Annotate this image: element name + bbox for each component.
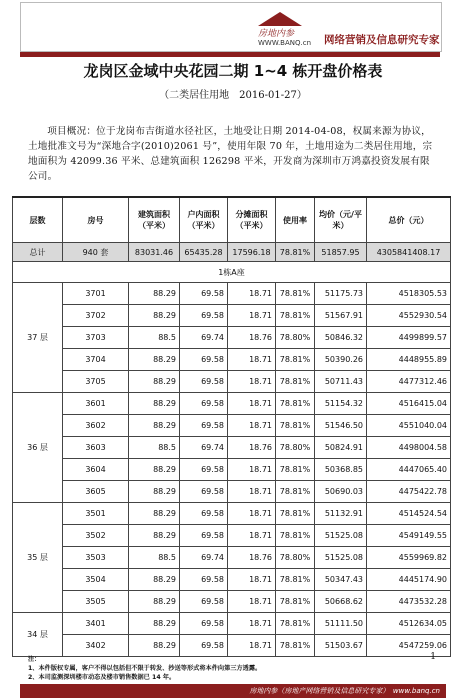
inner-area: 69.58 xyxy=(180,305,228,327)
section-row xyxy=(13,262,451,283)
table-row xyxy=(13,305,451,327)
room-number: 3604 xyxy=(63,459,129,481)
build-area: 88.29 xyxy=(129,569,180,591)
total-avg-price: 51857.95 xyxy=(315,243,367,262)
shared-area: 18.71 xyxy=(228,613,276,635)
total-total-price: 4305841408.17 xyxy=(367,243,451,262)
inner-area: 69.74 xyxy=(180,327,228,349)
build-area: 88.29 xyxy=(129,503,180,525)
room-number: 3505 xyxy=(63,591,129,613)
build-area: 88.29 xyxy=(129,305,180,327)
usage-ratio: 78.81% xyxy=(276,503,315,525)
room-number: 3504 xyxy=(63,569,129,591)
floor-label: 37 层 xyxy=(13,283,63,393)
notes-label: 注： xyxy=(28,656,41,663)
room-number: 3601 xyxy=(63,393,129,415)
column-header: 层数 xyxy=(13,197,63,243)
column-header: 总价（元） xyxy=(367,197,451,243)
total-price: 4559969.82 xyxy=(367,547,451,569)
shared-area: 18.71 xyxy=(228,371,276,393)
column-header: 均价（元/平米） xyxy=(315,197,367,243)
build-area: 88.29 xyxy=(129,613,180,635)
floor-label: 36 层 xyxy=(13,393,63,503)
inner-area: 69.58 xyxy=(180,569,228,591)
inner-area: 69.58 xyxy=(180,591,228,613)
usage-ratio: 78.81% xyxy=(276,305,315,327)
total-ratio: 78.81% xyxy=(276,243,315,262)
usage-ratio: 78.80% xyxy=(276,547,315,569)
usage-ratio: 78.81% xyxy=(276,569,315,591)
usage-ratio: 78.81% xyxy=(276,613,315,635)
column-header: 分摊面积（平米） xyxy=(228,197,276,243)
page-header xyxy=(0,0,466,58)
total-price: 4512634.05 xyxy=(367,613,451,635)
usage-ratio: 78.81% xyxy=(276,371,315,393)
footer-bar xyxy=(20,684,446,698)
shared-area: 18.71 xyxy=(228,459,276,481)
shared-area: 18.71 xyxy=(228,349,276,371)
page-subtitle: （二类居住用地 2016-01-27） xyxy=(159,90,307,101)
table-row xyxy=(13,349,451,371)
avg-price: 50668.62 xyxy=(315,591,367,613)
usage-ratio: 78.81% xyxy=(276,459,315,481)
avg-price: 51546.50 xyxy=(315,415,367,437)
shared-area: 18.76 xyxy=(228,547,276,569)
room-number: 3704 xyxy=(63,349,129,371)
total-price: 4552930.54 xyxy=(367,305,451,327)
build-area: 88.29 xyxy=(129,635,180,657)
total-price: 4477312.46 xyxy=(367,371,451,393)
inner-area: 69.58 xyxy=(180,349,228,371)
total-label: 总计 xyxy=(13,243,63,262)
inner-area: 69.58 xyxy=(180,371,228,393)
build-area: 88.29 xyxy=(129,591,180,613)
total-price: 4516415.04 xyxy=(367,393,451,415)
avg-price: 51154.32 xyxy=(315,393,367,415)
total-build-area: 83031.46 xyxy=(129,243,180,262)
header-rule xyxy=(20,52,440,57)
build-area: 88.5 xyxy=(129,437,180,459)
shared-area: 18.71 xyxy=(228,415,276,437)
floor-label: 34 层 xyxy=(13,613,63,657)
inner-area: 69.58 xyxy=(180,459,228,481)
inner-area: 69.74 xyxy=(180,547,228,569)
usage-ratio: 78.81% xyxy=(276,525,315,547)
room-number: 3401 xyxy=(63,613,129,635)
shared-area: 18.71 xyxy=(228,305,276,327)
avg-price: 50368.85 xyxy=(315,459,367,481)
column-header: 使用率 xyxy=(276,197,315,243)
usage-ratio: 78.81% xyxy=(276,481,315,503)
house-roof-icon xyxy=(258,12,302,26)
brand-logo xyxy=(252,10,322,46)
column-header: 建筑面积（平米） xyxy=(129,197,180,243)
table-row xyxy=(13,371,451,393)
inner-area: 69.58 xyxy=(180,635,228,657)
usage-ratio: 78.81% xyxy=(276,635,315,657)
total-price: 4447065.40 xyxy=(367,459,451,481)
avg-price: 50390.26 xyxy=(315,349,367,371)
avg-price: 51503.67 xyxy=(315,635,367,657)
room-number: 3502 xyxy=(63,525,129,547)
usage-ratio: 78.81% xyxy=(276,415,315,437)
usage-ratio: 78.80% xyxy=(276,327,315,349)
shared-area: 18.71 xyxy=(228,569,276,591)
brand-slogan: 网络营销及信息研究专家 xyxy=(324,34,440,46)
shared-area: 18.71 xyxy=(228,591,276,613)
room-number: 3402 xyxy=(63,635,129,657)
total-price: 4499899.57 xyxy=(367,327,451,349)
section-label: 1栋A座 xyxy=(13,262,451,283)
build-area: 88.5 xyxy=(129,547,180,569)
total-inner-area: 65435.28 xyxy=(180,243,228,262)
table-header-row xyxy=(13,197,451,243)
room-number: 3603 xyxy=(63,437,129,459)
room-number: 3501 xyxy=(63,503,129,525)
footer-text: 房地内参（房地产网络营销及信息研究专家） www.banq.cn xyxy=(249,687,440,695)
table-row xyxy=(13,327,451,349)
inner-area: 69.58 xyxy=(180,393,228,415)
inner-area: 69.58 xyxy=(180,481,228,503)
total-price: 4473532.28 xyxy=(367,591,451,613)
inner-area: 69.58 xyxy=(180,415,228,437)
build-area: 88.29 xyxy=(129,459,180,481)
usage-ratio: 78.81% xyxy=(276,349,315,371)
floor-label: 35 层 xyxy=(13,503,63,613)
total-price: 4547259.06 xyxy=(367,635,451,657)
avg-price: 50347.43 xyxy=(315,569,367,591)
total-price: 4448955.89 xyxy=(367,349,451,371)
avg-price: 50711.43 xyxy=(315,371,367,393)
shared-area: 18.71 xyxy=(228,393,276,415)
avg-price: 51132.91 xyxy=(315,503,367,525)
build-area: 88.29 xyxy=(129,349,180,371)
build-area: 88.29 xyxy=(129,371,180,393)
usage-ratio: 78.81% xyxy=(276,393,315,415)
table-row xyxy=(13,525,451,547)
build-area: 88.29 xyxy=(129,481,180,503)
inner-area: 69.58 xyxy=(180,503,228,525)
column-header: 户内面积（平米） xyxy=(180,197,228,243)
room-number: 3503 xyxy=(63,547,129,569)
inner-area: 69.58 xyxy=(180,283,228,305)
shared-area: 18.71 xyxy=(228,481,276,503)
table-row xyxy=(13,437,451,459)
total-row xyxy=(13,243,451,262)
build-area: 88.5 xyxy=(129,327,180,349)
avg-price: 51567.91 xyxy=(315,305,367,327)
total-price: 4518305.53 xyxy=(367,283,451,305)
room-number: 3602 xyxy=(63,415,129,437)
table-row xyxy=(13,613,451,635)
shared-area: 18.71 xyxy=(228,525,276,547)
table-row xyxy=(13,569,451,591)
table-row xyxy=(13,591,451,613)
table-row xyxy=(13,503,451,525)
shared-area: 18.71 xyxy=(228,635,276,657)
note-item-2: 2、本司监测深圳楼市动态及楼市销售数据已 14 年。 xyxy=(28,674,176,681)
project-overview: 项目概况：位于龙岗布吉街道水径社区，土地受让日期 2014-04-08，权属来源为协议，土地批准文号为“深地合字(2010)2061 号”，使用年限 70 年，土地用途为二类居住用地，宗地面积为 42099.36 平米、总建筑面积 126298 平米，开发商为深圳市万鸿嘉投资发展有限公司。 xyxy=(28,126,433,182)
avg-price: 51525.08 xyxy=(315,525,367,547)
total-price: 4514524.54 xyxy=(367,503,451,525)
usage-ratio: 78.80% xyxy=(276,437,315,459)
room-number: 3705 xyxy=(63,371,129,393)
build-area: 88.29 xyxy=(129,393,180,415)
total-price: 4445174.90 xyxy=(367,569,451,591)
avg-price: 51111.50 xyxy=(315,613,367,635)
total-price: 4551040.04 xyxy=(367,415,451,437)
brand-name: 房地内参 xyxy=(258,29,295,39)
build-area: 88.29 xyxy=(129,415,180,437)
total-price: 4475422.78 xyxy=(367,481,451,503)
avg-price: 51525.08 xyxy=(315,547,367,569)
table-row xyxy=(13,393,451,415)
usage-ratio: 78.81% xyxy=(276,591,315,613)
table-row xyxy=(13,415,451,437)
table-row xyxy=(13,459,451,481)
avg-price: 51175.73 xyxy=(315,283,367,305)
shared-area: 18.76 xyxy=(228,437,276,459)
table-row xyxy=(13,635,451,657)
brand-site: WWW.BANQ.cn xyxy=(258,39,312,47)
notes xyxy=(28,655,418,682)
avg-price: 50846.32 xyxy=(315,327,367,349)
table-row xyxy=(13,481,451,503)
shared-area: 18.71 xyxy=(228,283,276,305)
total-price: 4498004.58 xyxy=(367,437,451,459)
inner-area: 69.58 xyxy=(180,525,228,547)
room-number: 3701 xyxy=(63,283,129,305)
inner-area: 69.58 xyxy=(180,613,228,635)
table-row xyxy=(13,283,451,305)
total-shared-area: 17596.18 xyxy=(228,243,276,262)
room-number: 3702 xyxy=(63,305,129,327)
total-units: 940 套 xyxy=(63,243,129,262)
avg-price: 50824.91 xyxy=(315,437,367,459)
table-row xyxy=(13,547,451,569)
usage-ratio: 78.81% xyxy=(276,283,315,305)
column-header: 房号 xyxy=(63,197,129,243)
room-number: 3703 xyxy=(63,327,129,349)
build-area: 88.29 xyxy=(129,525,180,547)
room-number: 3605 xyxy=(63,481,129,503)
shared-area: 18.76 xyxy=(228,327,276,349)
note-item-1: 1、本件版权专属，客户不得以包括但不限于转发、抄送等形式将本件向第三方透露。 xyxy=(28,665,262,672)
build-area: 88.29 xyxy=(129,283,180,305)
page-number: 1 xyxy=(430,652,436,662)
shared-area: 18.71 xyxy=(228,503,276,525)
total-price: 4549149.55 xyxy=(367,525,451,547)
page-title: 龙岗区金域中央花园二期 1~4 栋开盘价格表 xyxy=(83,62,383,80)
inner-area: 69.74 xyxy=(180,437,228,459)
price-table xyxy=(12,196,451,657)
avg-price: 50690.03 xyxy=(315,481,367,503)
